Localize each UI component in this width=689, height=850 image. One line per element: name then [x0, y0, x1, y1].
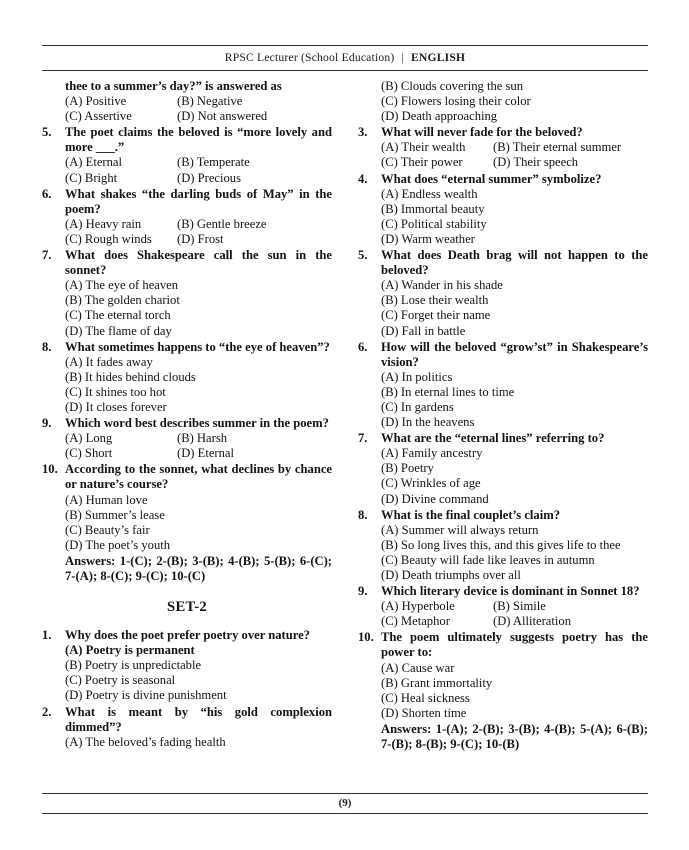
option: (A) Family ancestry: [381, 446, 483, 461]
option: (C) Assertive: [65, 109, 132, 124]
question-stem: What is meant by “his gold complexion dimmed”?: [65, 704, 332, 734]
option: (B) Temperate: [177, 155, 250, 170]
option: (A) Summer will always return: [381, 522, 539, 537]
question-body: [381, 431, 648, 506]
options-list: [381, 278, 648, 338]
option: (A) Cause war: [381, 660, 455, 675]
page-header: [42, 45, 648, 71]
option: (B) Negative: [177, 94, 243, 109]
question-body: [381, 584, 648, 629]
question-item: [358, 340, 648, 431]
question-item: [42, 628, 332, 703]
question-body: [381, 248, 648, 339]
option: (C) In gardens: [381, 399, 454, 414]
options-list: [65, 278, 332, 338]
question-item: [358, 630, 648, 721]
option: (C) Beauty’s fair: [65, 522, 150, 537]
option: (B) Their eternal summer: [493, 140, 622, 155]
option: (C) Bright: [65, 170, 118, 185]
option: (D) The flame of day: [65, 323, 172, 338]
option: (B) It hides behind clouds: [65, 369, 196, 384]
option: (A) Eternal: [65, 155, 122, 170]
option: (D) Frost: [177, 231, 224, 246]
options-list: [65, 355, 332, 415]
question-body: [381, 125, 648, 170]
option: (C) Political stability: [381, 216, 487, 231]
question-number: 8.: [358, 507, 368, 522]
question-item: [42, 705, 332, 750]
question-body: [65, 125, 332, 185]
question-number: 5.: [42, 125, 52, 140]
question-stem: What is the final couplet’s claim?: [381, 507, 560, 522]
option: (C) Metaphor: [381, 614, 450, 629]
options-list: [381, 79, 648, 124]
options-list: [65, 493, 332, 553]
option: (C) Beauty will fade like leaves in autumn: [381, 552, 595, 567]
question-stem: thee to a summer’s day?” is answered as: [65, 79, 282, 93]
option: (D) Alliteration: [493, 614, 571, 629]
option: (A) Human love: [65, 492, 148, 507]
question-body: [65, 340, 332, 415]
option: (B) Gentle breeze: [177, 216, 267, 231]
question-body: [65, 187, 332, 247]
option: (A) It fades away: [65, 354, 153, 369]
option: (D) Fall in battle: [381, 323, 466, 338]
option: (D) Their speech: [493, 155, 579, 170]
option: (C) Flowers losing their color: [381, 94, 531, 109]
option: (B) Summer’s lease: [65, 507, 165, 522]
option: (A) Wander in his shade: [381, 278, 503, 293]
header-separator: |: [401, 51, 404, 64]
question-stem: According to the sonnet, what declines by chance or nature’s course?: [65, 462, 332, 492]
question-body: [381, 340, 648, 431]
option: (A) In politics: [381, 369, 453, 384]
question-item: [358, 508, 648, 583]
question-body: [65, 79, 332, 124]
option: (C) Rough winds: [65, 231, 152, 246]
option: (A) The beloved’s fading health: [65, 734, 226, 749]
question-number: 3.: [358, 125, 368, 140]
question-number: 6.: [42, 186, 52, 201]
question-item: [358, 584, 648, 629]
options-list: [381, 187, 648, 247]
option: (C) The eternal torch: [65, 308, 171, 323]
options-list: [65, 643, 332, 703]
question-body: [65, 416, 332, 461]
option: (A) The eye of heaven: [65, 278, 179, 293]
question-body: [381, 79, 648, 124]
option: (D) Shorten time: [381, 705, 467, 720]
question-continuation: [358, 79, 648, 124]
option: (C) Wrinkles of age: [381, 476, 481, 491]
question-number: 2.: [42, 704, 52, 719]
options-list: [65, 431, 332, 461]
question-item: [42, 248, 332, 339]
option: (D) It closes forever: [65, 399, 167, 414]
question-item: [42, 416, 332, 461]
question-stem: What will never fade for the beloved?: [381, 125, 583, 140]
question-number: 4.: [358, 171, 368, 186]
question-item: [358, 431, 648, 506]
option: (B) Simile: [493, 599, 546, 614]
options-list: [65, 155, 332, 185]
question-stem: The poem ultimately suggests poetry has the power to:: [381, 630, 648, 660]
option: (D) Eternal: [177, 446, 234, 461]
options-list: [381, 599, 648, 629]
question-number: 9.: [42, 416, 52, 431]
question-stem: The poet claims the beloved is “more lovely and more ___.”: [65, 125, 332, 155]
option: (B) The golden chariot: [65, 293, 180, 308]
question-item: [358, 248, 648, 339]
option: (C) Their power: [381, 155, 463, 170]
answers-line: Answers: 1-(C); 2-(B); 3-(B); 4-(B); 5-(B); 6-(C); 7-(A); 8-(C); 9-(C); 10-(C): [65, 553, 332, 583]
left-column: [42, 79, 332, 793]
page-footer: [42, 793, 648, 814]
options-list: [381, 140, 648, 170]
option: (C) Short: [65, 446, 113, 461]
option: (B) Clouds covering the sun: [381, 79, 524, 93]
option: (A) Poetry is permanent: [65, 643, 195, 658]
question-stem: What sometimes happens to “the eye of heaven”?: [65, 339, 330, 354]
option: (B) Immortal beauty: [381, 201, 485, 216]
option: (B) Grant immortality: [381, 675, 493, 690]
option: (D) Death triumphs over all: [381, 568, 521, 582]
option: (C) Poetry is seasonal: [65, 673, 176, 688]
question-number: 10.: [42, 462, 58, 477]
question-number: [358, 79, 381, 124]
header-title-line: [42, 46, 648, 70]
option: (A) Hyperbole: [381, 599, 455, 614]
option: (D) In the heavens: [381, 415, 475, 430]
question-number: 9.: [358, 584, 368, 599]
option: (B) Poetry: [381, 461, 434, 476]
question-number: 5.: [358, 248, 368, 263]
question-columns: [42, 71, 648, 793]
question-body: [65, 462, 332, 553]
option: (C) Forget their name: [381, 308, 491, 323]
question-number: 1.: [42, 628, 52, 643]
option: (A) Positive: [65, 94, 127, 109]
question-item: [42, 462, 332, 553]
option: (B) Harsh: [177, 431, 228, 446]
question-number: 7.: [42, 248, 52, 263]
question-number: 8.: [42, 339, 52, 354]
option: (D) Warm weather: [381, 231, 475, 246]
question-stem: Why does the poet prefer poetry over nature?: [65, 628, 310, 643]
question-stem: What shakes “the darling buds of May” in the poem?: [65, 186, 332, 216]
answers-line: Answers: 1-(A); 2-(B); 3-(B); 4-(B); 5-(A); 6-(B); 7-(B); 8-(B); 9-(C); 10-(B): [381, 721, 648, 752]
options-list: [65, 217, 332, 247]
question-stem: What does “eternal summer” symbolize?: [381, 171, 602, 186]
question-body: [65, 705, 332, 750]
option: (D) Precious: [177, 170, 242, 185]
question-number: [42, 79, 65, 124]
option: (C) It shines too hot: [65, 384, 166, 399]
question-stem: What are the “eternal lines” referring to?: [381, 431, 605, 446]
footer-bottom-rule: [42, 813, 648, 814]
question-stem: How will the beloved “grow’st” in Shakespeare’s vision?: [381, 339, 648, 369]
options-list: [381, 661, 648, 721]
subject-label: ENGLISH: [410, 51, 466, 64]
question-body: [65, 248, 332, 339]
question-stem: Which word best describes summer in the poem?: [65, 416, 329, 431]
options-list: [381, 523, 648, 583]
option: (D) Death approaching: [381, 109, 498, 124]
question-stem: Which literary device is dominant in Sonnet 18?: [381, 584, 640, 599]
question-number: 10.: [358, 630, 374, 645]
option: (B) So long lives this, and this gives life to thee: [381, 537, 621, 552]
question-item: [42, 187, 332, 247]
exam-title: RPSC Lecturer (School Education): [224, 51, 395, 64]
question-body: [65, 628, 332, 703]
question-continuation: [42, 79, 332, 124]
option: (B) In eternal lines to time: [381, 384, 515, 399]
question-number: 7.: [358, 431, 368, 446]
option: (B) Lose their wealth: [381, 293, 489, 308]
options-list: [381, 370, 648, 430]
option: (D) The poet’s youth: [65, 537, 171, 552]
question-body: [381, 508, 648, 583]
option: (A) Their wealth: [381, 140, 466, 155]
question-body: [381, 630, 648, 721]
question-item: [358, 125, 648, 170]
option: (A) Long: [65, 431, 113, 446]
page-number: (9): [338, 797, 352, 809]
option: (A) Endless wealth: [381, 186, 478, 201]
question-item: [42, 125, 332, 185]
option: (B) Poetry is unpredictable: [65, 658, 202, 673]
option: (D) Divine command: [381, 491, 489, 506]
right-column: [358, 79, 648, 793]
set-heading: SET-2: [167, 599, 207, 616]
question-body: [381, 172, 648, 247]
question-stem: What does Death brag will not happen to the beloved?: [381, 248, 648, 278]
option: (D) Not answered: [177, 109, 268, 124]
question-item: [358, 172, 648, 247]
option: (A) Heavy rain: [65, 216, 142, 231]
question-item: [42, 340, 332, 415]
options-list: [65, 735, 332, 750]
question-number: 6.: [358, 339, 368, 354]
options-list: [381, 446, 648, 506]
options-list: [65, 94, 332, 124]
question-stem: What does Shakespeare call the sun in the sonnet?: [65, 248, 332, 278]
option: (C) Heal sickness: [381, 690, 470, 705]
option: (D) Poetry is divine punishment: [65, 688, 227, 703]
